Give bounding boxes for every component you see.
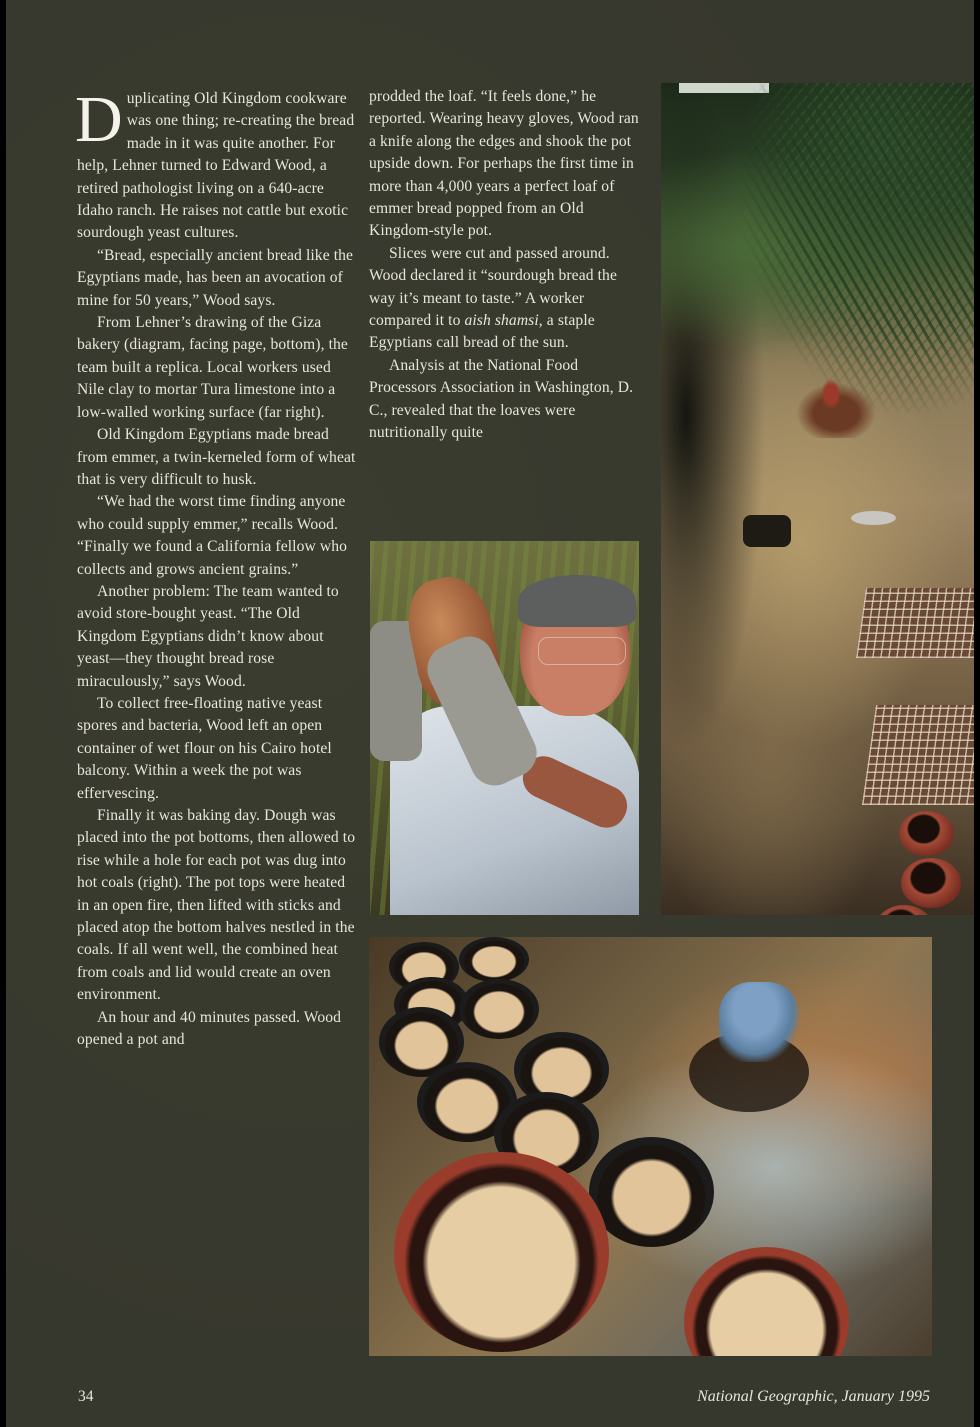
wire-grill xyxy=(856,588,974,658)
italic-term: aish shamsi xyxy=(464,312,539,330)
photo-palm-path xyxy=(661,83,974,915)
clay-pot-dough xyxy=(684,1247,849,1356)
palm-tree xyxy=(741,83,974,413)
clay-pot xyxy=(901,858,961,908)
wire-grill xyxy=(862,705,974,805)
clay-pot xyxy=(899,811,954,856)
article-paragraph: Finally it was baking day. Dough was placed into the pot bottoms, then allowed to rise while a hole for each pot was dug into hot coals (right). The pot tops were heated in an open fire, then lifted with sticks and placed atop the bottom halves nestled in the coals. If all went well, the combined heat from coals and lid would create an oven environment. xyxy=(77,807,356,1004)
article-column-middle xyxy=(369,86,641,445)
article-paragraph: Old Kingdom Egyptians made bread from emmer, a twin-kerneled form of wheat that is very difficult to husk. xyxy=(77,426,356,488)
article-paragraph: prodded the loaf. “It feels done,” he reported. Wearing heavy gloves, Wood ran a knife along the edges and shook the pot upside down. For perhaps the first time in more than 4,000 years a perfect loaf of emmer bread popped from an Old Kingdom-style pot. xyxy=(369,88,639,240)
article-paragraph-1: Duplicating Old Kingdom cookware was one thing; re-creating the bread made in it was quite another. For help, Lehner turned to Edward Wood, a retired pathologist living on a 640-acre Idaho ranch. He raises not cattle but exotic sourdough yeast cultures. xyxy=(75,83,355,242)
article-paragraph: “Finally we found a California fellow who collects and grows ancient grains.” xyxy=(77,538,347,578)
photo-baking-pots xyxy=(369,937,932,1356)
article-paragraph: “We had the worst time finding anyone who could supply emmer,” recalls Wood. xyxy=(77,493,346,533)
article-paragraph: Slices were cut and passed around. Wood declared it “sourdough bread the way it’s meant to taste.” A worker compared it to aish shamsi, a staple Egyptians call bread of the sun. xyxy=(369,244,617,352)
clay-pot-dough xyxy=(394,1152,609,1352)
page-number: 34 xyxy=(78,1388,94,1405)
article-column-left xyxy=(75,83,359,1051)
worker xyxy=(719,982,799,1062)
photo-edward-wood xyxy=(370,541,639,915)
article-paragraph: An hour and 40 minutes passed. Wood opened a pot and xyxy=(77,1008,342,1049)
article-paragraph: To collect free-floating native yeast spores and bacteria, Wood left an open container of wet flour on his Cairo hotel balcony. Within a week the pot was effervescing. xyxy=(77,694,332,802)
magazine-page xyxy=(6,0,974,1427)
article-paragraph: Another problem: The team wanted to avoid store-bought yeast. “The Old Kingdom Egyptians didn’t know about yeast—they thought bread rose miraculously,” says Wood. xyxy=(77,582,339,690)
dropcap: D xyxy=(75,83,123,156)
article-paragraph: Analysis at the National Food Processors Association in Washington, D. C., revealed that the loaves were nutritionally quite xyxy=(369,356,634,442)
article-paragraph: “Bread, especially ancient bread like the Egyptians made, has been an avocation of mine for 50 years,” Wood says. xyxy=(77,246,354,309)
publication-credit: National Geographic, January 1995 xyxy=(697,1388,930,1405)
rider xyxy=(821,379,841,409)
article-paragraph: From Lehner’s drawing of the Giza bakery (diagram, facing page, bottom), the team built a replica. Local workers used Nile clay to mortar Tura limestone into a low-walled working surface (far right). xyxy=(77,314,348,421)
